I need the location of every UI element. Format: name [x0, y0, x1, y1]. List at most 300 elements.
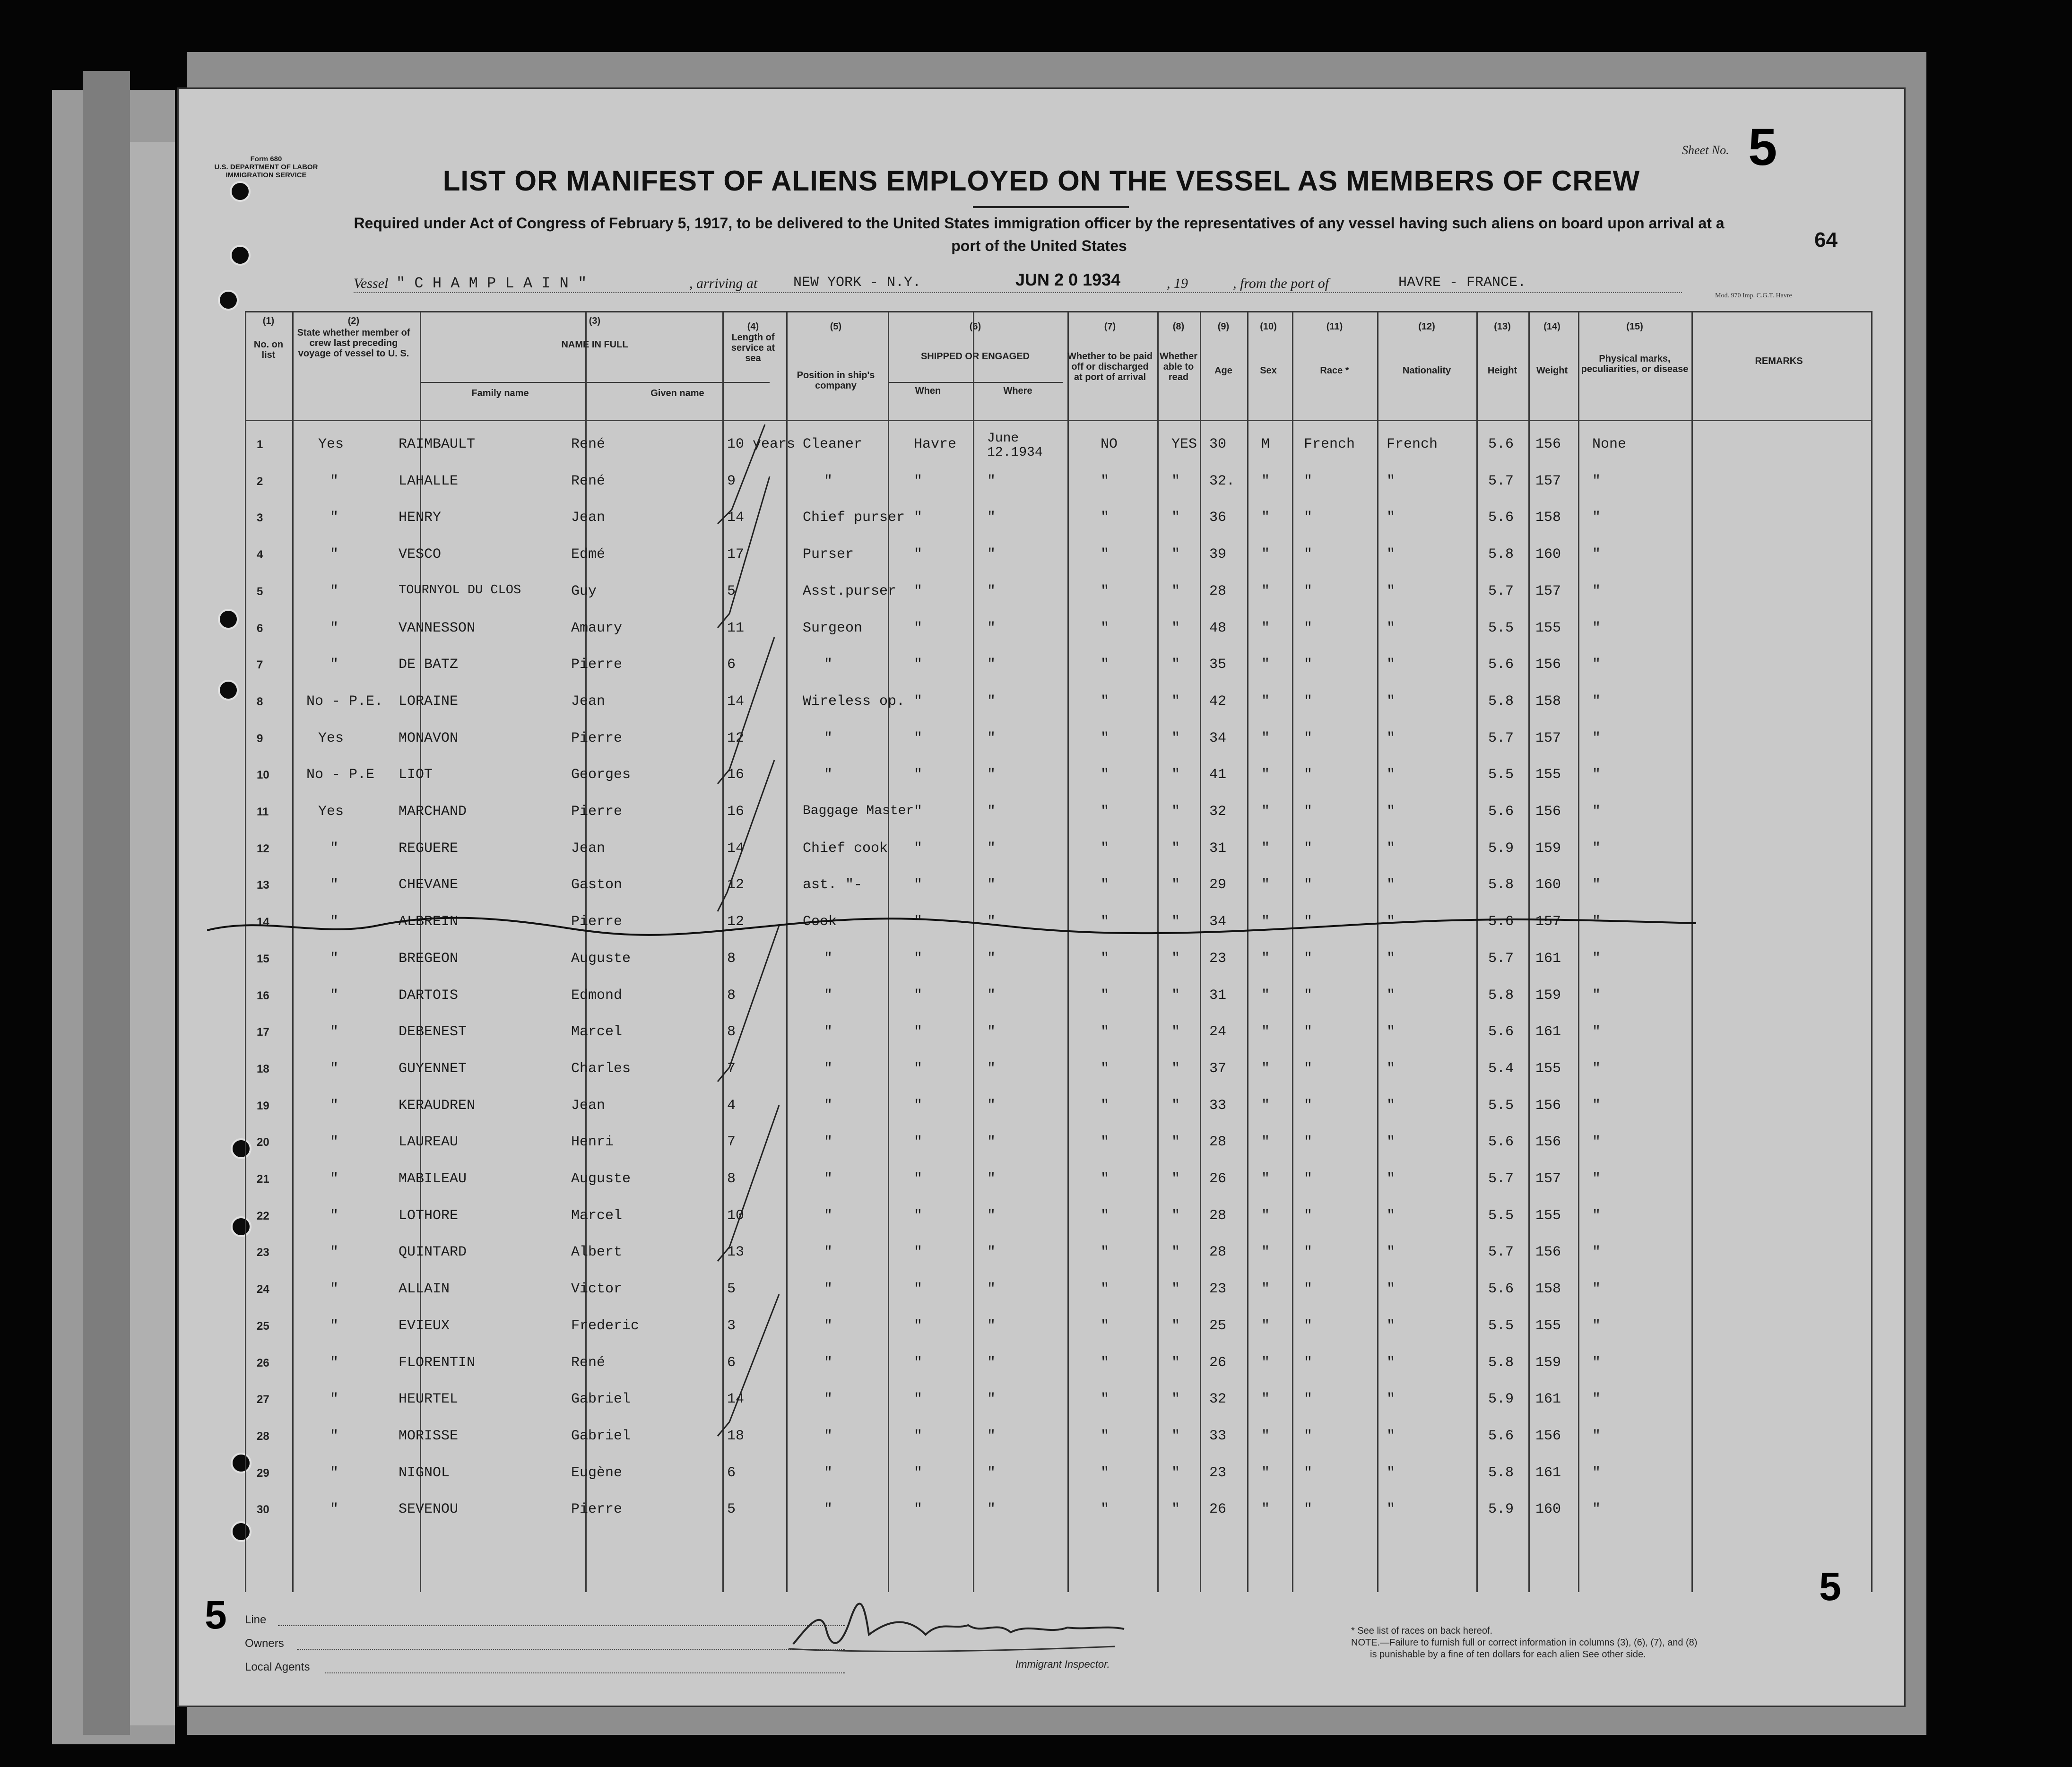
weight-cell: 157	[1535, 730, 1561, 746]
physical-marks-cell: "	[1592, 987, 1601, 1004]
punch-hole	[218, 290, 239, 311]
shipped-where-cell: "	[987, 510, 996, 526]
physical-marks-cell: "	[1592, 877, 1601, 893]
vessel-label: Vessel	[354, 276, 389, 291]
able-to-read-cell: "	[1171, 1171, 1180, 1187]
sex-cell: "	[1261, 1354, 1270, 1371]
nationality-cell: "	[1387, 473, 1396, 489]
height-cell: 5.6	[1488, 804, 1514, 820]
position-cell: "	[824, 657, 833, 673]
family-name-cell: BREGEON	[399, 950, 459, 967]
owners-field-rule	[297, 1649, 845, 1650]
column-rule	[292, 311, 294, 1592]
shipped-when-cell: "	[914, 1097, 923, 1114]
height-cell: 5.8	[1488, 693, 1514, 710]
col-14-header: Weight	[1536, 365, 1568, 376]
form-number: Form 680	[250, 155, 282, 163]
height-cell: 5.7	[1488, 730, 1514, 746]
subtitle-line-2: port of the United States	[951, 237, 1127, 254]
paid-off-cell: "	[1101, 1207, 1110, 1224]
paid-off-cell: "	[1101, 546, 1110, 563]
column-rule	[973, 311, 974, 1592]
paid-off-cell: "	[1101, 1281, 1110, 1298]
prev-voyage-cell: "	[330, 914, 339, 930]
paid-off-cell: "	[1101, 950, 1110, 967]
race-cell: "	[1304, 1024, 1313, 1040]
shipped-where-cell: "	[987, 730, 996, 746]
height-cell: 5.7	[1488, 1171, 1514, 1187]
height-cell: 5.5	[1488, 620, 1514, 636]
shipped-when-cell: "	[914, 1391, 923, 1408]
shipped-when-cell: "	[914, 730, 923, 746]
prev-voyage-cell: "	[330, 546, 339, 563]
given-name-cell: Pierre	[571, 657, 623, 673]
height-cell: 5.7	[1488, 1244, 1514, 1261]
able-to-read-cell: "	[1171, 657, 1180, 673]
sex-cell: "	[1261, 1281, 1270, 1298]
inspector-label: Immigrant Inspector.	[1015, 1658, 1110, 1670]
prev-voyage-cell: "	[330, 1317, 339, 1334]
paid-off-cell: "	[1101, 914, 1110, 930]
nationality-cell: "	[1387, 804, 1396, 820]
vessel-name: " C H A M P L A I N "	[396, 275, 587, 292]
shipped-when-cell: "	[914, 473, 923, 489]
date-stamp: JUN 2 0 1934	[1015, 270, 1121, 289]
position-cell: Baggage Master	[803, 804, 914, 818]
row-number: 14	[257, 916, 269, 929]
shipped-when-cell: "	[914, 1281, 923, 1298]
sex-cell: "	[1261, 950, 1270, 967]
given-name-cell: René	[571, 436, 606, 452]
col-15-header: Physical marks, peculiarities, or disease	[1581, 354, 1689, 374]
weight-cell: 157	[1535, 1171, 1561, 1187]
physical-marks-cell: "	[1592, 730, 1601, 746]
col-6-number: (6)	[969, 321, 981, 332]
physical-marks-cell: "	[1592, 583, 1601, 599]
age-cell: 28	[1209, 583, 1227, 599]
left-binding-strip-2	[130, 142, 175, 1725]
height-cell: 5.5	[1488, 1207, 1514, 1224]
position-cell: "	[824, 1354, 833, 1371]
row-number: 3	[257, 511, 263, 525]
race-cell: "	[1304, 693, 1313, 710]
penalty-note-2: is punishable by a fine of ten dollars for each alien See other side.	[1370, 1649, 1646, 1660]
able-to-read-cell: "	[1171, 1244, 1180, 1261]
row-number: 19	[257, 1099, 269, 1112]
height-cell: 5.8	[1488, 877, 1514, 893]
race-cell: "	[1304, 510, 1313, 526]
position-cell: "	[824, 1060, 833, 1077]
shipped-where-cell: "	[987, 1134, 996, 1151]
race-cell: "	[1304, 1060, 1313, 1077]
race-cell: "	[1304, 767, 1313, 783]
physical-marks-cell: "	[1592, 1317, 1601, 1334]
given-name-cell: Pierre	[571, 730, 623, 746]
shipped-when-cell: Havre	[914, 436, 957, 452]
age-cell: 25	[1209, 1317, 1227, 1334]
age-cell: 32	[1209, 804, 1227, 820]
shipped-where-cell: "	[987, 767, 996, 783]
shipped-where-cell: "	[987, 473, 996, 489]
col-6-header: SHIPPED OR ENGAGED	[920, 351, 1030, 362]
shipped-when-cell: "	[914, 546, 923, 563]
paid-off-cell: "	[1101, 510, 1110, 526]
given-name-cell: Auguste	[571, 1171, 631, 1187]
service-length-cell: 14	[727, 840, 745, 857]
family-name-cell: LORAINE	[399, 693, 459, 710]
given-name-cell: Jean	[571, 840, 606, 857]
shipped-where-cell: "	[987, 1354, 996, 1371]
punch-hole	[231, 1521, 251, 1542]
shipped-where-cell: "	[987, 1060, 996, 1077]
prev-voyage-cell: "	[330, 1354, 339, 1371]
weight-cell: 155	[1535, 620, 1561, 636]
paid-off-cell: "	[1101, 693, 1110, 710]
sex-cell: "	[1261, 877, 1270, 893]
nationality-cell: "	[1387, 546, 1396, 563]
weight-cell: 156	[1535, 436, 1561, 452]
age-cell: 26	[1209, 1171, 1227, 1187]
shipped-where-cell: "	[987, 950, 996, 967]
shipped-when-cell: "	[914, 1134, 923, 1151]
service-name: IMMIGRATION SERVICE	[225, 171, 307, 179]
service-length-cell: 11	[727, 620, 745, 636]
physical-marks-cell: "	[1592, 693, 1601, 710]
shipped-where-cell: "	[987, 1244, 996, 1261]
height-cell: 5.6	[1488, 1134, 1514, 1151]
sex-cell: "	[1261, 1171, 1270, 1187]
given-name-cell: Eugène	[571, 1464, 623, 1481]
shipped-where-cell: "	[987, 657, 996, 673]
physical-marks-cell: "	[1592, 950, 1601, 967]
sex-cell: "	[1261, 693, 1270, 710]
given-name-cell: Edmond	[571, 987, 623, 1004]
nationality-cell: "	[1387, 1317, 1396, 1334]
column-rule	[1292, 311, 1293, 1592]
shipped-where-cell: "	[987, 1317, 996, 1334]
sex-cell: "	[1261, 473, 1270, 489]
able-to-read-cell: "	[1171, 1281, 1180, 1298]
family-name-cell: MONAVON	[399, 730, 459, 746]
paid-off-cell: "	[1101, 1060, 1110, 1077]
physical-marks-cell: "	[1592, 1501, 1601, 1518]
height-cell: 5.8	[1488, 546, 1514, 563]
column-rule	[1200, 311, 1201, 1592]
row-number: 25	[257, 1319, 269, 1333]
able-to-read-cell: "	[1171, 473, 1180, 489]
paid-off-cell: "	[1101, 657, 1110, 673]
weight-cell: 160	[1535, 877, 1561, 893]
able-to-read-cell: "	[1171, 767, 1180, 783]
height-cell: 5.4	[1488, 1060, 1514, 1077]
col-3b-header: Given name	[650, 388, 704, 398]
row-number: 26	[257, 1356, 269, 1369]
sex-cell: "	[1261, 1097, 1270, 1114]
family-name-cell: MABILEAU	[399, 1171, 467, 1187]
service-length-cell: 6	[727, 1354, 736, 1371]
prev-voyage-cell: Yes	[318, 804, 344, 820]
shipped-when-cell: "	[914, 693, 923, 710]
family-name-cell: QUINTARD	[399, 1244, 467, 1261]
physical-marks-cell: "	[1592, 914, 1601, 930]
given-name-cell: Jean	[571, 693, 606, 710]
column-rule	[1247, 311, 1248, 1592]
service-length-cell: 8	[727, 987, 736, 1004]
sheet-number: 5	[1748, 118, 1777, 176]
col-10-header: Sex	[1260, 365, 1277, 376]
col-1-header: No. on list	[253, 339, 284, 360]
nationality-cell: "	[1387, 1207, 1396, 1224]
nationality-cell: "	[1387, 1097, 1396, 1114]
prev-voyage-cell: No - P.E	[306, 767, 375, 783]
weight-cell: 156	[1535, 1244, 1561, 1261]
physical-marks-cell: "	[1592, 1097, 1601, 1114]
height-cell: 5.6	[1488, 436, 1514, 452]
weight-cell: 157	[1535, 914, 1561, 930]
position-cell: Asst.purser	[803, 583, 897, 599]
height-cell: 5.5	[1488, 1317, 1514, 1334]
physical-marks-cell: "	[1592, 510, 1601, 526]
position-cell: "	[824, 473, 833, 489]
prev-voyage-cell: "	[330, 1134, 339, 1151]
manifest-sheet	[177, 87, 1906, 1707]
race-cell: "	[1304, 583, 1313, 599]
able-to-read-cell: "	[1171, 620, 1180, 636]
given-name-cell: Pierre	[571, 914, 623, 930]
family-name-cell: RAIMBAULT	[399, 436, 476, 452]
age-cell: 48	[1209, 620, 1227, 636]
row-number: 30	[257, 1503, 269, 1516]
able-to-read-cell: "	[1171, 1317, 1180, 1334]
paid-off-cell: "	[1101, 1134, 1110, 1151]
height-cell: 5.8	[1488, 1464, 1514, 1481]
able-to-read-cell: "	[1171, 1464, 1180, 1481]
nationality-cell: "	[1387, 693, 1396, 710]
paid-off-cell: "	[1101, 1097, 1110, 1114]
physical-marks-cell: "	[1592, 1207, 1601, 1224]
given-name-cell: Pierre	[571, 1501, 623, 1518]
position-cell: "	[824, 1207, 833, 1224]
age-cell: 33	[1209, 1428, 1227, 1444]
shipped-where-cell: "	[987, 877, 996, 893]
sex-cell: "	[1261, 1317, 1270, 1334]
shipped-where-cell: "	[987, 1207, 996, 1224]
corner-number-right: 5	[1819, 1564, 1841, 1609]
page-number: 64	[1814, 228, 1838, 251]
paid-off-cell: "	[1101, 1354, 1110, 1371]
paid-off-cell: "	[1101, 840, 1110, 857]
shipped-where-cell: "	[987, 1171, 996, 1187]
header-rule	[245, 420, 1871, 421]
shipped-when-cell: "	[914, 987, 923, 1004]
row-number: 21	[257, 1173, 269, 1186]
age-cell: 23	[1209, 950, 1227, 967]
column-rule	[1691, 311, 1693, 1592]
shipped-when-cell: "	[914, 657, 923, 673]
row-number: 9	[257, 732, 263, 745]
age-cell: 30	[1209, 436, 1227, 452]
shipped-where-cell: "	[987, 840, 996, 857]
race-cell: French	[1304, 436, 1355, 452]
race-cell: "	[1304, 1207, 1313, 1224]
age-cell: 28	[1209, 1134, 1227, 1151]
given-name-cell: Pierre	[571, 804, 623, 820]
shipped-when-cell: "	[914, 1060, 923, 1077]
race-cell: "	[1304, 950, 1313, 967]
nationality-cell: "	[1387, 1281, 1396, 1298]
family-name-cell: REGUERE	[399, 840, 459, 857]
row-number: 2	[257, 475, 263, 488]
col-1-number: (1)	[262, 316, 275, 326]
service-length-cell: 16	[727, 767, 745, 783]
service-length-cell: 5	[727, 583, 736, 599]
age-cell: 26	[1209, 1354, 1227, 1371]
header-rule	[245, 311, 1871, 312]
height-cell: 5.5	[1488, 767, 1514, 783]
race-cell: "	[1304, 473, 1313, 489]
arriving-port: NEW YORK - N.Y.	[793, 275, 921, 291]
row-number: 20	[257, 1136, 269, 1149]
physical-marks-cell: "	[1592, 1354, 1601, 1371]
position-cell: "	[824, 1428, 833, 1444]
age-cell: 34	[1209, 730, 1227, 746]
position-cell: "	[824, 1134, 833, 1151]
weight-cell: 156	[1535, 804, 1561, 820]
service-length-cell: 12	[727, 877, 745, 893]
nationality-cell: "	[1387, 1244, 1396, 1261]
column-rule	[1157, 311, 1159, 1592]
punch-hole	[231, 1138, 251, 1159]
sex-cell: "	[1261, 620, 1270, 636]
shipped-where-cell: "	[987, 1024, 996, 1040]
height-cell: 5.9	[1488, 1391, 1514, 1408]
paid-off-cell: "	[1101, 1171, 1110, 1187]
nationality-cell: "	[1387, 657, 1396, 673]
paid-off-cell: "	[1101, 1024, 1110, 1040]
paid-off-cell: "	[1101, 1428, 1110, 1444]
sex-cell: "	[1261, 840, 1270, 857]
row-number: 10	[257, 769, 269, 782]
position-cell: "	[824, 1024, 833, 1040]
nationality-cell: "	[1387, 767, 1396, 783]
shipped-when-cell: "	[914, 767, 923, 783]
nationality-cell: "	[1387, 1171, 1396, 1187]
physical-marks-cell: None	[1592, 436, 1627, 452]
shipped-where-cell: "	[987, 804, 996, 820]
corner-number-left: 5	[205, 1593, 227, 1637]
row-number: 1	[257, 438, 263, 451]
paid-off-cell: "	[1101, 620, 1110, 636]
service-length-cell: 13	[727, 1244, 745, 1261]
age-cell: 32.	[1209, 473, 1235, 489]
service-length-cell: 10 years	[727, 436, 796, 452]
row-number: 23	[257, 1246, 269, 1259]
race-cell: "	[1304, 1134, 1313, 1151]
paid-off-cell: NO	[1101, 436, 1118, 452]
agents-field-rule	[325, 1672, 845, 1673]
given-name-cell: Gaston	[571, 877, 623, 893]
family-name-cell: TOURNYOL DU CLOS	[399, 583, 521, 598]
race-cell: "	[1304, 1097, 1313, 1114]
service-length-cell: 7	[727, 1134, 736, 1151]
height-cell: 5.6	[1488, 510, 1514, 526]
prev-voyage-cell: "	[330, 1060, 339, 1077]
position-cell: "	[824, 1171, 833, 1187]
family-name-cell: CHEVANE	[399, 877, 459, 893]
given-name-cell: Henri	[571, 1134, 614, 1151]
col-11-header: Race *	[1320, 365, 1349, 376]
weight-cell: 156	[1535, 657, 1561, 673]
row-number: 4	[257, 548, 263, 562]
column-rule	[1476, 311, 1478, 1592]
shipped-when-cell: "	[914, 1317, 923, 1334]
shipped-where-cell: "	[987, 620, 996, 636]
from-port-label: , from the port of	[1233, 276, 1329, 291]
col-12-header: Nationality	[1402, 365, 1451, 376]
physical-marks-cell: "	[1592, 1464, 1601, 1481]
height-cell: 5.8	[1488, 987, 1514, 1004]
paid-off-cell: "	[1101, 1391, 1110, 1408]
physical-marks-cell: "	[1592, 840, 1601, 857]
prev-voyage-cell: "	[330, 583, 339, 599]
col-5-header: Position in ship's company	[797, 370, 875, 391]
age-cell: 24	[1209, 1024, 1227, 1040]
height-cell: 5.6	[1488, 1024, 1514, 1040]
prev-voyage-cell: "	[330, 1281, 339, 1298]
service-length-cell: 16	[727, 804, 745, 820]
column-rule	[888, 311, 889, 1592]
races-note: * See list of races on back hereof.	[1351, 1626, 1493, 1636]
nationality-cell: "	[1387, 987, 1396, 1004]
nationality-cell: "	[1387, 1060, 1396, 1077]
able-to-read-cell: "	[1171, 950, 1180, 967]
col-3a-header: Family name	[471, 388, 529, 398]
sex-cell: "	[1261, 804, 1270, 820]
title-underline	[973, 206, 1129, 208]
row-number: 6	[257, 622, 263, 635]
family-name-cell: DEBENEST	[399, 1024, 467, 1040]
nationality-cell: "	[1387, 877, 1396, 893]
race-cell: "	[1304, 987, 1313, 1004]
family-name-cell: LAHALLE	[399, 473, 459, 489]
weight-cell: 156	[1535, 1428, 1561, 1444]
shipped-where-cell: "	[987, 1428, 996, 1444]
able-to-read-cell: "	[1171, 914, 1180, 930]
physical-marks-cell: "	[1592, 767, 1601, 783]
col-10-number: (10)	[1260, 321, 1277, 332]
mod-note: Mod. 970 Imp. C.G.T. Havre	[1715, 292, 1792, 299]
weight-cell: 157	[1535, 583, 1561, 599]
row-number: 13	[257, 879, 269, 892]
position-cell: "	[824, 1244, 833, 1261]
service-length-cell: 5	[727, 1501, 736, 1518]
shipped-when-cell: "	[914, 1171, 923, 1187]
position-cell: Cleaner	[803, 436, 863, 452]
sex-cell: "	[1261, 1464, 1270, 1481]
prev-voyage-cell: "	[330, 1244, 339, 1261]
family-name-cell: VESCO	[399, 546, 442, 563]
given-name-cell: Guy	[571, 583, 597, 599]
nationality-cell: French	[1387, 436, 1438, 452]
able-to-read-cell: "	[1171, 546, 1180, 563]
prev-voyage-cell: "	[330, 840, 339, 857]
column-rule	[1067, 311, 1069, 1592]
row-number: 16	[257, 989, 269, 1002]
nationality-cell: "	[1387, 1501, 1396, 1518]
family-name-cell: KERAUDREN	[399, 1097, 476, 1114]
able-to-read-cell: "	[1171, 987, 1180, 1004]
row-number: 24	[257, 1283, 269, 1296]
